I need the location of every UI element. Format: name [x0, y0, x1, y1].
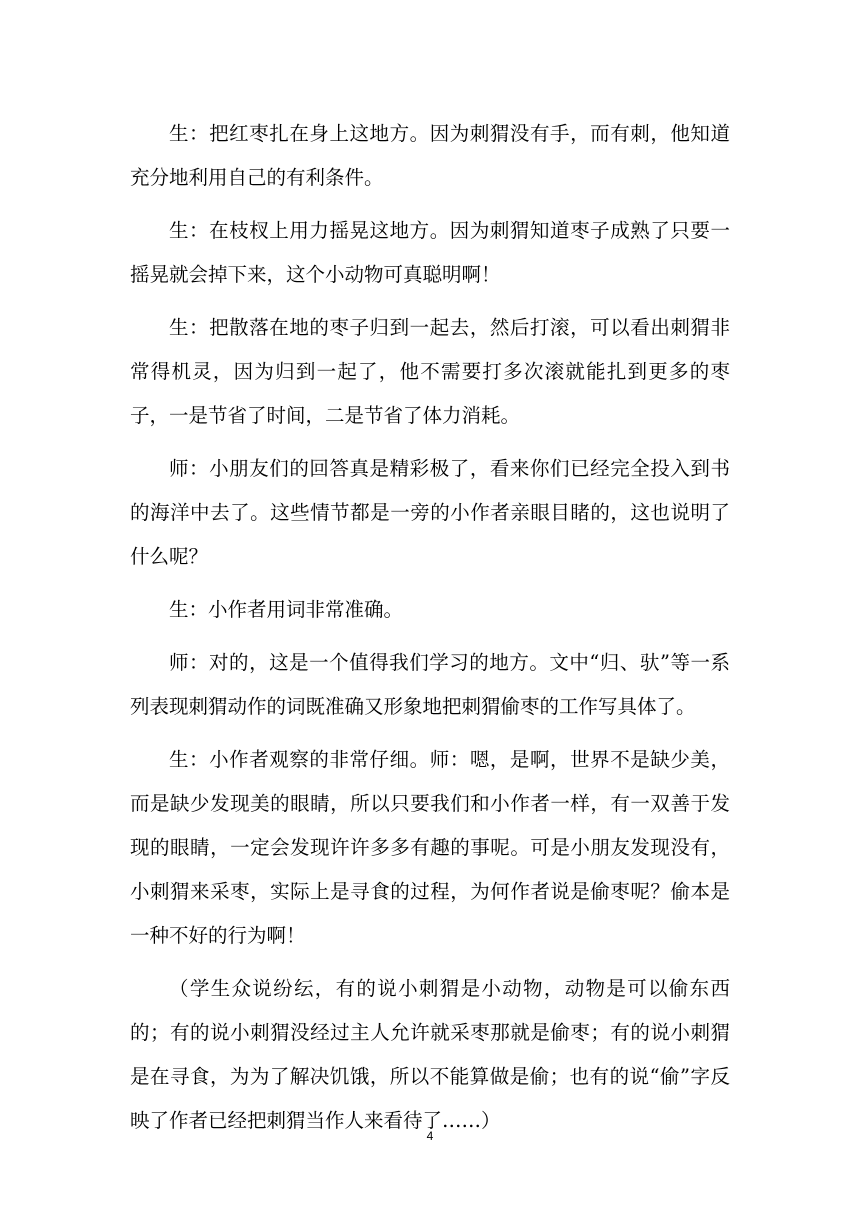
paragraph: 生：把红枣扎在身上这地方。因为刺猬没有手，而有刺，他知道充分地利用自己的有利条件。 [130, 122, 730, 189]
paragraph: （学生众说纷纭，有的说小刺猬是小动物，动物是可以偷东西的；有的说小刺猬没经过主人允许就采枣那就是偷枣；有的说小刺猬是在寻食，为为了解决饥饿，所以不能算做是偷；也有的说“偷”字反映了作者已经把刺猬当作人来看待了……） [130, 977, 730, 1132]
paragraph: 生：把散落在地的枣子归到一起去，然后打滚，可以看出刺猬非常得机灵，因为归到一起了，他不需要打多次滚就能扎到更多的枣子，一是节省了时间，二是节省了体力消耗。 [130, 316, 730, 427]
paragraph: 生：小作者观察的非常仔细。师：嗯，是啊，世界不是缺少美，而是缺少发现美的眼睛，所以只要我们和小作者一样，有一双善于发现的眼睛，一定会发现许许多多有趣的事呢。可是小朋友发现没有，小刺猬来采枣，实际上是寻食的过程，为何作者说是偷枣呢？偷本是一种不好的行为啊！ [130, 748, 730, 947]
paragraph: 生：在枝杈上用力摇晃这地方。因为刺猬知道枣子成熟了只要一摇晃就会掉下来，这个小动物可真聪明啊！ [130, 219, 730, 286]
paragraph: 生：小作者用词非常准确。 [169, 598, 404, 621]
paragraph: 师：对的，这是一个值得我们学习的地方。文中“归、驮”等一系列表现刺猬动作的词既准确又形象地把刺猬偷枣的工作写具体了。 [130, 651, 730, 718]
document-body [130, 112, 730, 1152]
page-number: 4 [426, 1129, 434, 1143]
paragraph: 师：小朋友们的回答真是精彩极了，看来你们已经完全投入到书的海洋中去了。这些情节都是一旁的小作者亲眼目睹的，这也说明了什么呢？ [130, 457, 730, 568]
